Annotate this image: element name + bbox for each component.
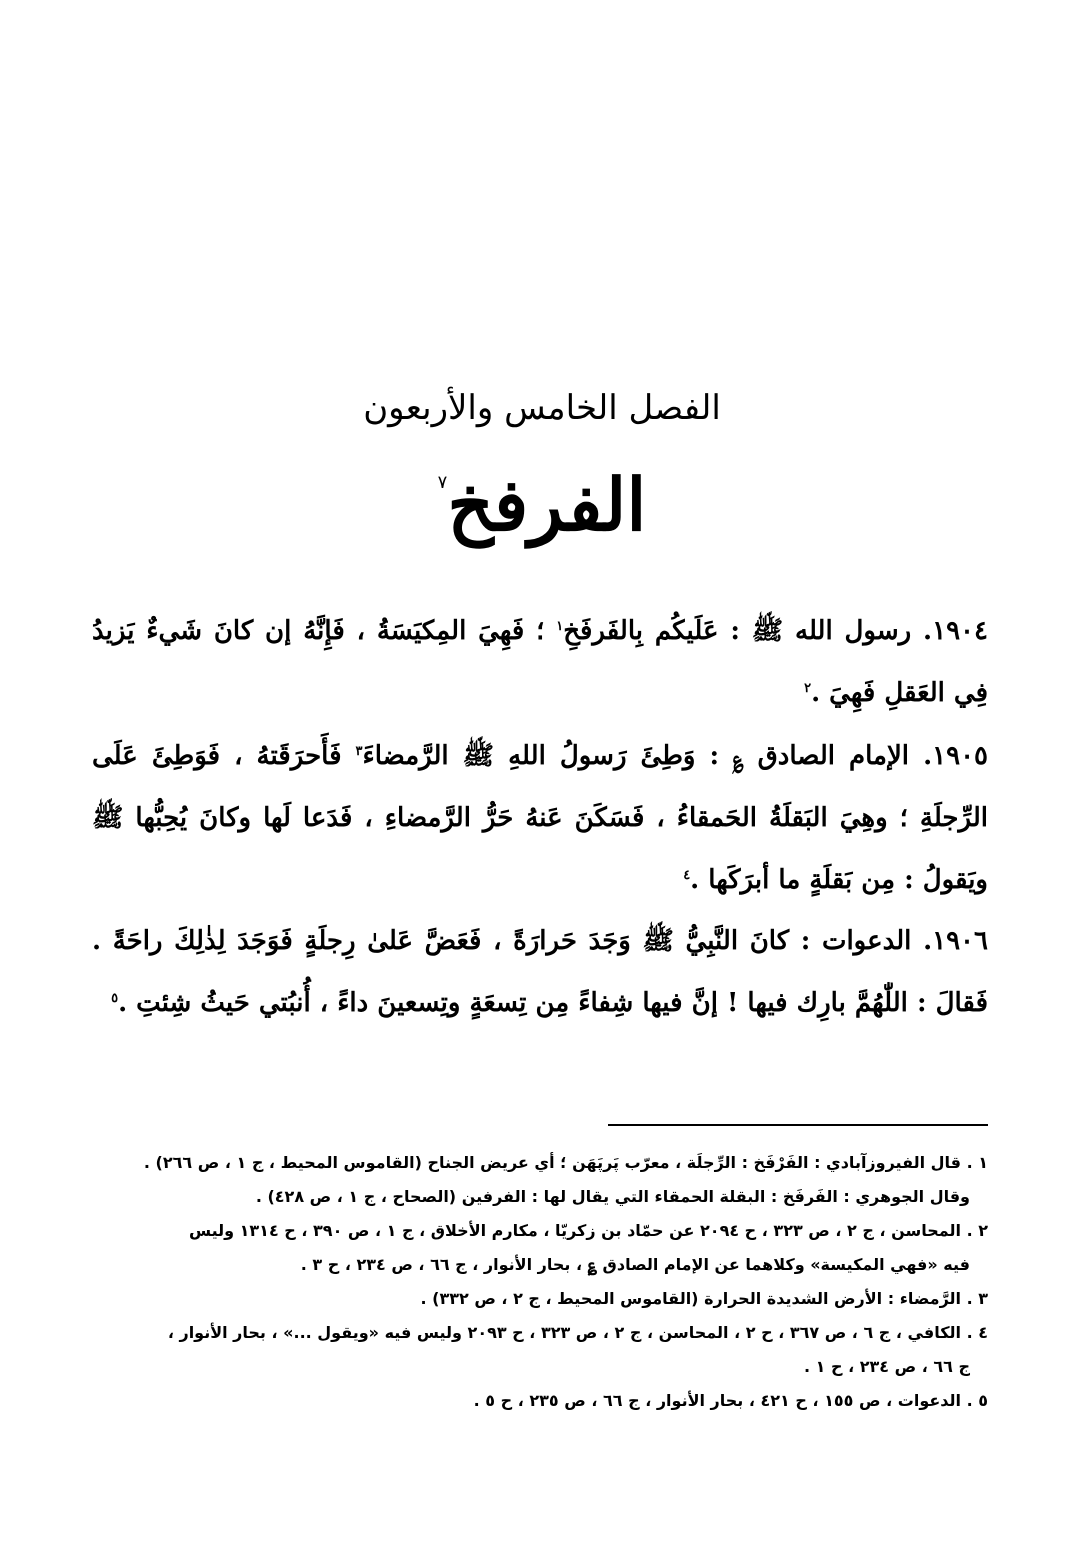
hadith-text: كانَ النَّبِيُّ ﷺ وَجَدَ حَرارَةً ، فَعَضَّ عَلىٰ رِجلَةٍ فَوَجَدَ لِذٰلِكَ راحَةً . فَقالَ : اللّٰهُمَّ بارِك فيها ! إنَّ فيها شِفاءً مِن تِسعَةٍ وتِسعينَ داءً ، أُنبُتي حَيثُ شِئتِ .: [92, 926, 988, 1018]
hadith-text: فَأَحرَقَتهُ ، فَوَطِئَ عَلَى الرِّجلَةِ ؛ وهِيَ البَقلَةُ الحَمقاءُ ، فَسَكَنَ عَنهُ حَرُّ الرَّمضاءِ ، فَدَعا لَها وكانَ يُحِبُّها ﷺ ويَقولُ : مِن بَقلَةٍ ما أبرَكَها .: [92, 741, 988, 895]
footnote-3: [92, 1282, 988, 1316]
footnote-2: [92, 1214, 988, 1282]
section-title-text: الفرفخ: [447, 462, 647, 547]
hadith-text: ؛ فَهِيَ المِكيَسَةُ ، فَإِنَّهُ إن كانَ شَيءٌ يَزيدُ فِي العَقلِ فَهِيَ .: [92, 616, 988, 708]
section-title-note: ٧: [437, 472, 448, 493]
footnote-line: ٢ . المحاسن ، ج ٢ ، ص ٣٢٣ ، ح ٢٠٩٤ عن حمّاد بن زكريّا ، مكارم الأخلاق ، ج ١ ، ص ٣٩٠ ، ح ١٣١٤ وليس: [188, 1221, 988, 1240]
footnote-ref: ٣: [355, 744, 363, 759]
footnote-ref: ٥: [111, 991, 119, 1006]
hadith-source: الإمام الصادق ؏ :: [709, 741, 910, 771]
section-title: [0, 462, 1084, 547]
footnote-line: ٥ . الدعوات ، ص ١٥٥ ، ح ٤٢١ ، بحار الأنوار ، ج ٦٦ ، ص ٢٣٥ ، ح ٥ .: [473, 1391, 988, 1410]
footnote-line: ٤ . الكافي ، ج ٦ ، ص ٣٦٧ ، ح ٢ ، المحاسن ، ج ٢ ، ص ٣٢٣ ، ح ٢٠٩٣ وليس فيه «ويقول ...» ، بحار الأنوار ،: [167, 1323, 988, 1342]
hadith-1905: [92, 725, 988, 911]
footnote-ref: ١: [556, 619, 564, 634]
footnote-line: ج ٦٦ ، ص ٢٣٤ ، ح ١ .: [804, 1357, 970, 1376]
hadith-1906: [92, 910, 988, 1034]
footnotes: [92, 1146, 988, 1418]
hadith-number: ١٩٠٦.: [923, 926, 988, 956]
footnote-line: ٣ . الرَّمضاء : الأرض الشديدة الحرارة (القاموس المحيط ، ج ٢ ، ص ٣٣٢) .: [420, 1289, 988, 1308]
footnote-5: [92, 1384, 988, 1418]
footnote-1: [92, 1146, 988, 1214]
chapter-title: الفصل الخامس والأربعون: [363, 388, 721, 428]
hadith-1904: [92, 600, 988, 724]
footnote-ref: ٤: [683, 868, 691, 883]
footnote-line: فيه «فهي المكيسة» وكلاهما عن الإمام الصادق ؏ ، بحار الأنوار ، ج ٦٦ ، ص ٢٣٤ ، ح ٣ .: [300, 1255, 970, 1274]
hadith-source: الدعوات :: [800, 926, 912, 956]
hadith-number: ١٩٠٤.: [923, 616, 988, 646]
hadith-source: رسول الله ﷺ :: [730, 616, 912, 646]
footnote-4: [92, 1316, 988, 1384]
footnote-divider: [608, 1124, 988, 1126]
hadith-number: ١٩٠٥.: [923, 741, 988, 771]
footnote-ref: ٢: [804, 681, 812, 696]
hadith-text: عَلَيكُم بِالفَرفَخِ: [563, 616, 719, 646]
footnote-line: وقال الجوهري : الفَرفَخ : البقلة الحمقاء التي يقال لها : الفرفين (الصحاح ، ج ١ ، ص ٤٢٨) .: [255, 1187, 970, 1206]
footnote-line: ١ . قال الفيروزآبادي : الفَرْفَخ : الرِّجلَة ، معرّب پَرپَهَن ؛ أي عريض الجناح (القاموس المحيط ، ج ١ ، ص ٢٦٦) .: [143, 1153, 988, 1172]
hadith-text: وَطِئَ رَسولُ اللهِ ﷺ الرَّمضاءَ: [362, 741, 696, 771]
